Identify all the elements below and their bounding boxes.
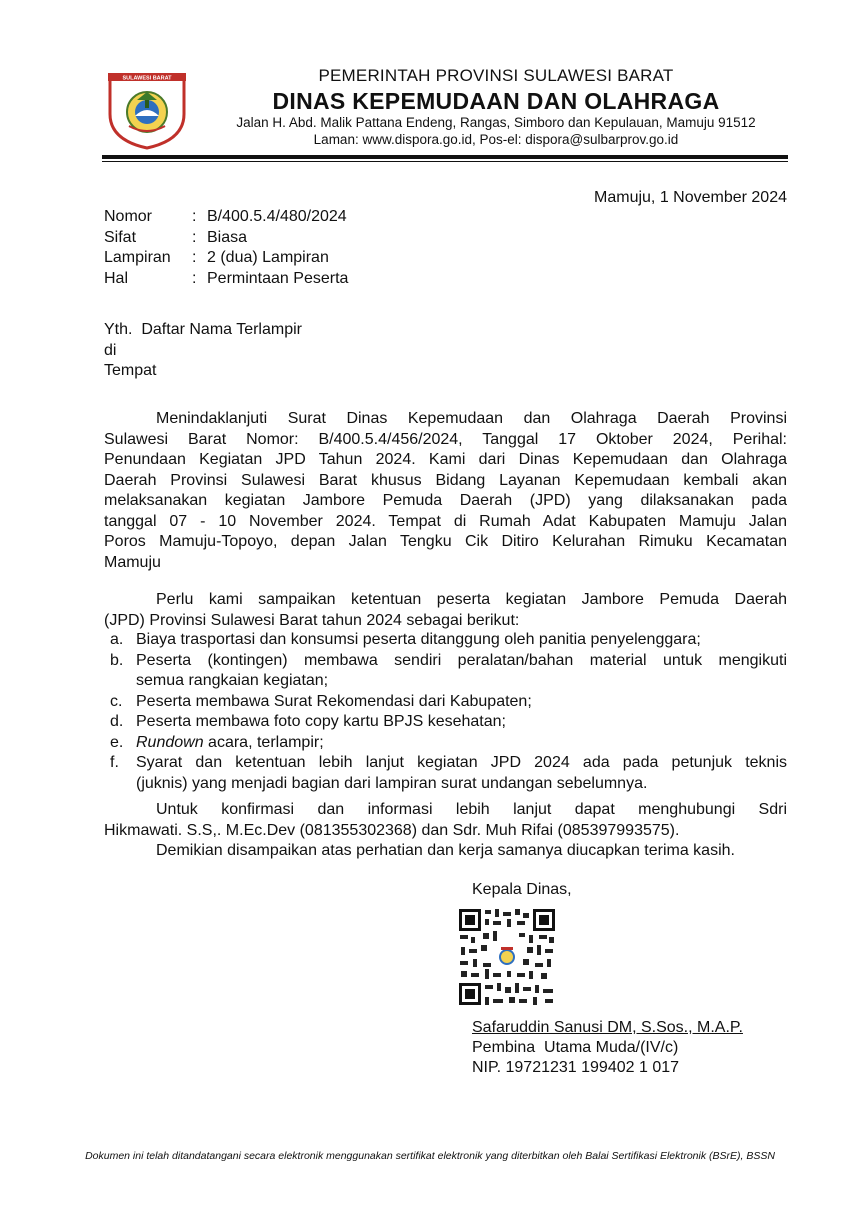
list-item	[106, 630, 787, 651]
paragraph-line: Mamuju	[104, 553, 161, 571]
paragraph-line: Demikian disampaikan atas perhatian dan kerja samanya diucapkan terima kasih.	[156, 842, 735, 859]
list-item	[106, 733, 787, 754]
recipient-line: Tempat	[104, 362, 157, 379]
meta-value: 2 (dua) Lampiran	[207, 249, 329, 266]
meta-key: Sifat	[104, 228, 137, 246]
paragraph-line: Penundaan Kegiatan JPD Tahun 2024. Kami dari Dinas Kepemudaan dan Olahraga	[104, 451, 787, 468]
list-item-text: (juknis) yang menjadi bagian dari lampiran surat undangan sebelumnya.	[136, 774, 648, 792]
meta-row-sifat	[104, 228, 504, 249]
paragraph-line: Poros Mamuju-Topoyo, depan Jalan Tengku Cik Ditiro Kelurahan Rimuku Kecamatan	[104, 533, 787, 550]
list-item-text: Peserta (kontingen) membawa sendiri peralatan/bahan material untuk mengikuti	[136, 651, 787, 669]
recipient-line: Yth. Daftar Nama Terlampir	[104, 321, 302, 338]
provincial-emblem-logo	[104, 70, 190, 150]
meta-row-lampiran	[104, 248, 504, 269]
list-marker: e.	[110, 733, 124, 751]
list-marker: c.	[110, 692, 123, 710]
meta-value: Permintaan Peserta	[207, 269, 349, 287]
meta-row-hal	[104, 269, 504, 290]
list-marker: b.	[110, 651, 124, 669]
letterhead-thick-rule	[102, 155, 788, 159]
list-item-text	[136, 733, 787, 754]
paragraph-line: (JPD) Provinsi Sulawesi Barat tahun 2024 sebagai berikut:	[104, 611, 520, 629]
meta-sep: :	[192, 269, 197, 287]
paragraph-line: Sulawesi Barat Nomor: B/400.5.4/456/2024, Tanggal 17 Oktober 2024, Perihal:	[104, 430, 787, 448]
recipient-block	[104, 320, 302, 382]
list-marker: f.	[110, 754, 119, 771]
meta-key: Lampiran	[104, 249, 171, 266]
letter-meta	[104, 207, 504, 289]
list-item	[106, 753, 787, 794]
list-item	[106, 651, 787, 692]
signatory-nip: NIP. 19721231 199402 1 017	[472, 1059, 680, 1076]
paragraph-line: Menindaklanjuti Surat Dinas Kepemudaan dan Olahraga Daerah Provinsi	[156, 410, 787, 427]
svg-text:SULAWESI BARAT: SULAWESI BARAT	[122, 75, 172, 82]
office-address: Jalan H. Abd. Malik Pattana Endeng, Rangas, Simboro dan Kepulauan, Mamuju 91512	[236, 115, 756, 130]
paragraph-line: Hikmawati. S.S,. M.Ec.Dev (081355302368) dan Sdr. Muh Rifai (085397993575).	[104, 821, 680, 839]
list-item-rest: acara, terlampir;	[203, 733, 324, 751]
meta-value: Biasa	[207, 228, 248, 246]
meta-value: B/400.5.4/480/2024	[207, 208, 347, 225]
list-item	[106, 692, 787, 713]
paragraph-line: Daerah Provinsi Sulawesi Barat khusus Bidang Layanan Kepemudaan kembali akan	[104, 471, 787, 489]
rundown-italic: Rundown	[136, 733, 204, 751]
paragraph-closing	[104, 841, 787, 862]
paragraph-provisions	[104, 590, 787, 631]
e-signature-qr-code	[457, 907, 557, 1007]
signatory-rank: Pembina Utama Muda/(IV/c)	[472, 1039, 679, 1056]
list-item-text: Biaya trasportasi dan konsumsi peserta ditanggung oleh panitia penyelenggara;	[136, 631, 701, 648]
meta-sep: :	[192, 249, 197, 266]
paragraph-line: tanggal 07 - 10 November 2024. Tempat di Rumah Adat Kabupaten Mamuju Jalan	[104, 512, 787, 530]
letterhead-thin-rule	[102, 161, 788, 162]
signatory-name	[472, 1018, 743, 1039]
meta-key: Nomor	[104, 208, 153, 225]
paragraph-line: melaksanakan kegiatan Jambore Pemuda Daerah (JPD) yang dilaksanakan pada	[104, 492, 787, 509]
provisions-list	[106, 630, 787, 794]
meta-row-nomor	[104, 207, 504, 228]
list-marker: a.	[110, 631, 124, 648]
recipient-line: di	[104, 341, 117, 359]
list-item	[106, 712, 787, 733]
list-marker: d.	[110, 713, 124, 730]
paragraph-line: Perlu kami sampaikan ketentuan peserta kegiatan Jambore Pemuda Daerah	[156, 591, 787, 608]
office-name: DINAS KEPEMUDAAN DAN OLAHRAGA	[272, 88, 720, 114]
electronic-signature-notice: Dokumen ini telah ditandatangani secara elektronik menggunakan sertifikat elektronik yang diterbitkan oleh Balai Sertifikasi Elektronik (BSrE), BSSN	[85, 1150, 775, 1162]
letter-date: Mamuju, 1 November 2024	[594, 189, 787, 206]
meta-sep: :	[192, 228, 197, 246]
government-name: PEMERINTAH PROVINSI SULAWESI BARAT	[318, 66, 674, 85]
paragraph-intro	[104, 409, 787, 573]
list-item-text: semua rangkaian kegiatan;	[136, 672, 329, 689]
meta-key: Hal	[104, 269, 129, 287]
paragraph-contact	[104, 800, 787, 841]
list-item-text: Syarat dan ketentuan lebih lanjut kegiatan JPD 2024 ada pada petunjuk teknis	[136, 754, 787, 771]
paragraph-line: Untuk konfirmasi dan informasi lebih lanjut dapat menghubungi Sdri	[156, 801, 787, 818]
signature-title: Kepala Dinas,	[472, 881, 572, 898]
office-contact: Laman: www.dispora.go.id, Pos-el: dispora@sulbarprov.go.id	[313, 132, 679, 147]
list-item-text: Peserta membawa Surat Rekomendasi dari Kabupaten;	[136, 692, 532, 710]
meta-sep: :	[192, 208, 197, 225]
signatory-name-text: Safaruddin Sanusi DM, S.Sos., M.A.P.	[472, 1019, 743, 1036]
list-item-text: Peserta membawa foto copy kartu BPJS kesehatan;	[136, 713, 506, 730]
